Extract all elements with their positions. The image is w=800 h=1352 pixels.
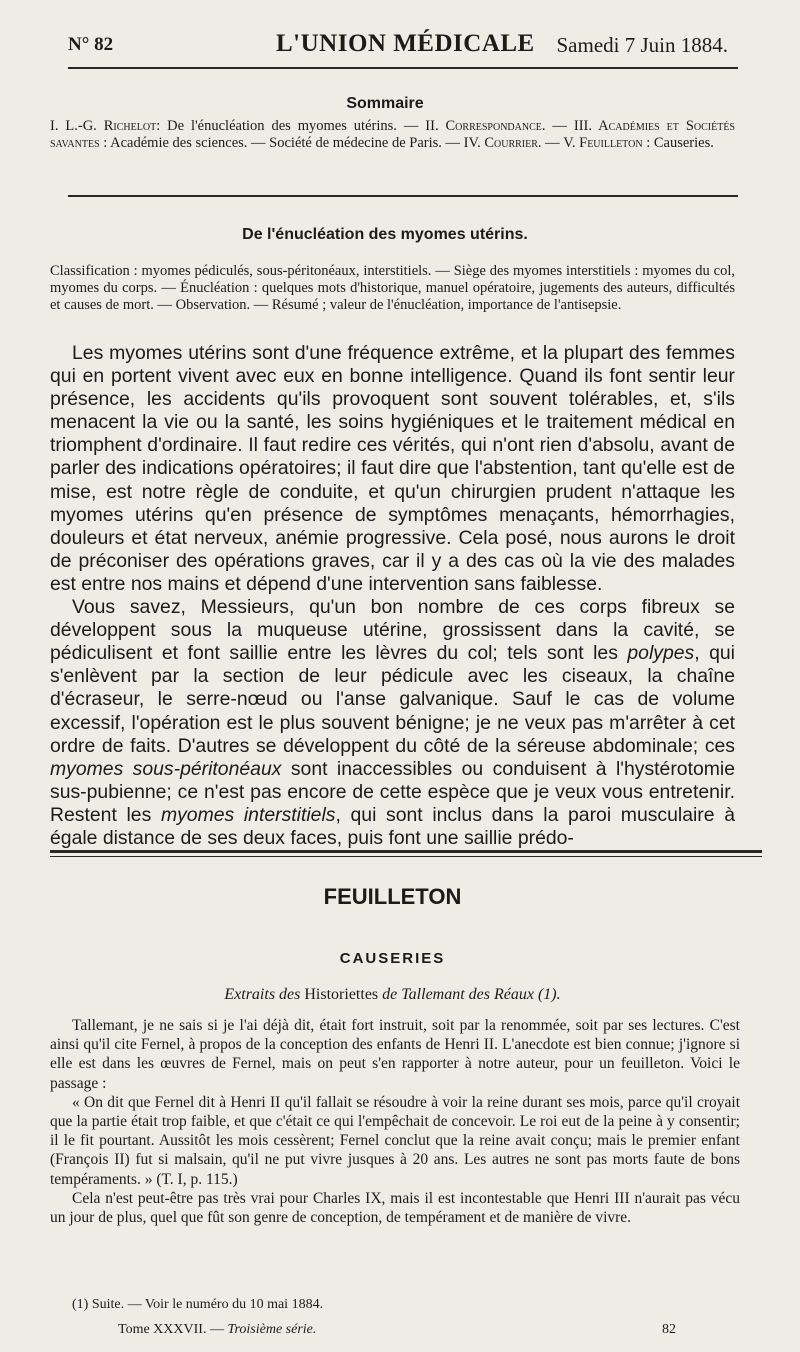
footnote: (1) Suite. — Voir le numéro du 10 mai 1884. <box>72 1297 324 1312</box>
summary-item-correspondance: II. Correspondance <box>425 118 542 134</box>
page-number: 82 <box>662 1322 676 1337</box>
article-abstract: Classification : myomes pédiculés, sous-péritonéaux, interstitiels. — Siège des myomes interstitiels : myomes du col, myomes du corps. — Énucléation : quelques mots d'historique, manuel opératoire, jugements des auteurs, difficultés et causes de mort. — Observation. — Résumé ; valeur de l'énucléation, importance de l'antisepsie. <box>50 263 735 313</box>
term-sous-peritoneaux: myomes sous-péritonéaux <box>50 757 282 780</box>
feuilleton-rule-bottom <box>50 856 762 857</box>
summary-item-academies: III. Académies et Sociétés savantes <box>50 118 735 151</box>
summary-item-academies-text: : Académie des sciences. — Société de médecine de Paris. — <box>99 135 464 151</box>
journal-title: L'UNION MÉDICALE <box>276 30 535 57</box>
feuilleton-rule-top <box>50 850 762 853</box>
summary-item-title: : De l'énucléation des myomes utérins. — <box>156 118 426 134</box>
summary-rule <box>68 195 738 197</box>
summary-item-feuilleton: V. Feuilleton <box>563 135 643 151</box>
header-rule <box>68 67 738 69</box>
feuilleton-body <box>50 1016 740 1227</box>
feuilleton-source <box>0 986 785 1004</box>
page-header <box>68 30 728 64</box>
summary-item-feuilleton-text: : Causeries. <box>642 135 714 151</box>
summary-separator: . — <box>541 118 574 134</box>
volume-line <box>118 1322 316 1338</box>
issue-number: N° 82 <box>68 34 114 55</box>
issue-date: Samedi 7 Juin 1884. <box>556 33 728 57</box>
source-text: de Tallemant des Réaux (1). <box>378 986 561 1003</box>
article-body <box>50 342 735 850</box>
article-paragraph <box>50 596 735 850</box>
feuilleton-title: FEUILLETON <box>323 884 462 909</box>
feuilleton-subtitle: CAUSERIES <box>339 950 446 967</box>
series-label: Troisième série. <box>227 1322 317 1337</box>
source-work-title: Historiettes <box>304 986 379 1003</box>
paragraph-text: , qui sont inclus dans la paroi musculaire à égale distance de ses deux faces, puis font une saillie prédo- <box>50 803 735 849</box>
summary-item-courrier: IV. Courrier <box>463 135 538 151</box>
feuilleton-paragraph: Cela n'est peut-être pas très vrai pour Charles IX, mais il est incontestable que Henri III n'aurait pas vécu un jour de plus, quel que fût son genre de conception, de tempérament et de manière de vivre. <box>50 1189 740 1227</box>
term-interstitiels: myomes interstitiels <box>160 803 336 826</box>
paragraph-text: , qui s'enlèvent par la section de leur pédicule avec les ciseaux, la chaîne d'écraseur, le serre-nœud ou l'anse galvanique. Sauf le cas de volume excessif, l'opération est le plus souvent bénigne; je ne veux pas m'arrêter à cet ordre de faits. D'autres se développent du côté de la séreuse abdominale; ces <box>50 642 735 757</box>
article-title: De l'énucléation des myomes utérins. <box>242 226 528 243</box>
summary-author: I. L.-G. Richelot <box>50 118 157 134</box>
summary-contents <box>50 118 735 152</box>
feuilleton-paragraph: Tallemant, je ne sais si je l'ai déjà dit, était fort instruit, soit par la renommée, soit par ses lectures. C'est ainsi qu'il cite Fernel, à propos de la conception des enfants de Henri II. L'anecdote est bien connue; j'ignore si elle est dans les œuvres de Fernel, mais on peut s'en rapporter à notre auteur, pour un feuilleton. Voici le passage : <box>50 1017 740 1092</box>
paragraph-text: Vous savez, Messieurs, qu'un bon nombre de ces corps fibreux se développent sous la muqueuse utérine, grossissent dans la cavité, se pédiculisent et font saillie entre les lèvres du col; tels sont les <box>50 596 735 665</box>
summary-title: Sommaire <box>346 95 424 112</box>
paragraph-text: sont inaccessibles ou conduisent à l'hystérotomie sus-pubienne; ce n'est pas encore de cette espèce que je veux vous entretenir. Restent les <box>50 757 735 826</box>
article-paragraph: Les myomes utérins sont d'une fréquence extrême, et la plupart des femmes qui en portent vivent avec eux en bonne intelligence. Quand ils font sentir leur présence, les accidents qu'ils provoquent sont souvent tolérables, et, s'ils menacent la vie ou la santé, les soins hygiéniques et le traitement médical en triomphent d'ordinaire. Il faut redire ces vérités, qui n'ont rien d'absolu, avant de parler des indications opératoires; il faut dire que l'abstention, tant qu'elle est de mise, est notre règle de conduite, et qu'un chirurgien prudent n'attaque les myomes utérins qu'en présence de symptômes menaçants, hémorrhagies, douleurs et état nerveux, anémie progressive. Cela posé, nous aurons le droit de préconiser des opérations graves, car il y a des cas où la vie des malades est entre nos mains et dépend d'une intervention sans faiblesse. <box>50 342 735 595</box>
term-polypes: polypes <box>627 642 695 665</box>
source-text: Extraits des <box>224 986 305 1003</box>
summary-separator: . — <box>537 135 564 151</box>
volume-label: Tome XXXVII. — <box>118 1322 228 1337</box>
feuilleton-quote: « On dit que Fernel dit à Henri II qu'il fallait se résoudre à voir la reine durant ses mois, parce qu'il croyait que la partie était trop faible, et que c'était ce qui l'empêchait de concevoir. Le roi eut de la peine à y consentir; il le fit pourtant. Aussitôt les mois cessèrent; Fernel conclut que la reine avait conçu; mais le premier enfant (François II) fut si malsain, qu'il ne put vivre jusques à 20 ans. Les autres ne sont pas morts faute de bons tempéraments. » (T. I, p. 115.) <box>50 1093 740 1188</box>
